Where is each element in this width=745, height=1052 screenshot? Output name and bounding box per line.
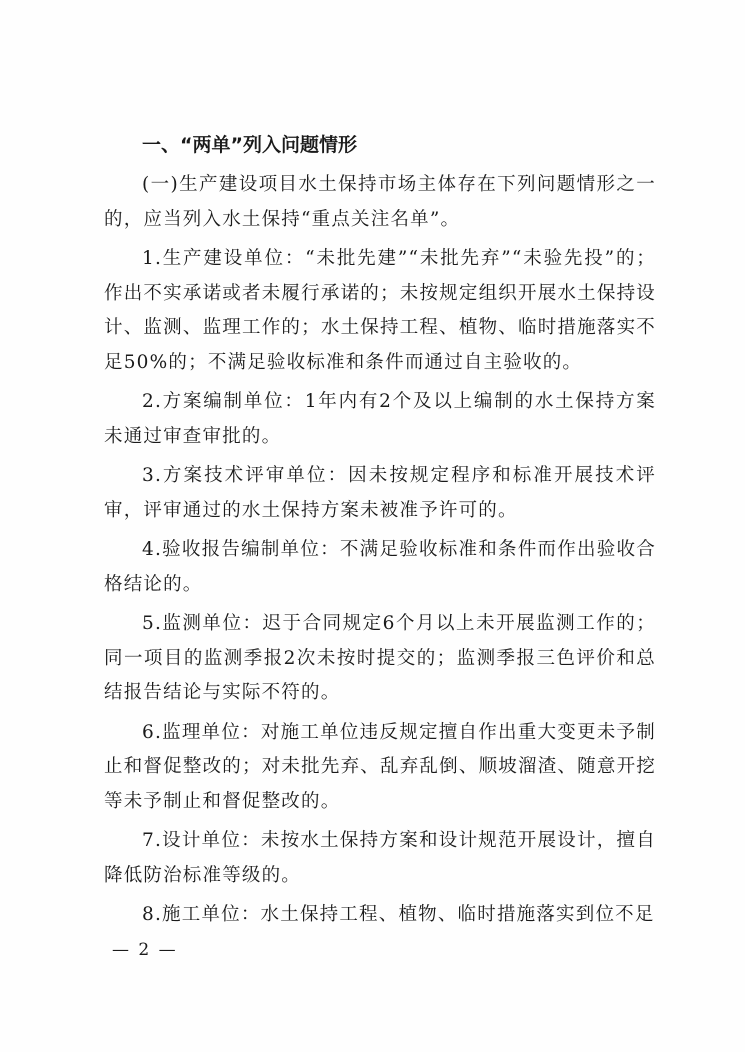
paragraph-intro: (一)生产建设项目水土保持市场主体存在下列问题情形之一的，应当列入水土保持“重点关注名单”。 xyxy=(104,174,656,230)
paragraph-item-5: 5.监测单位：迟于合同规定6个月以上未开展监测工作的；同一项目的监测季报2次未按时提交的；监测季报三色评价和总结报告结论与实际不符的。 xyxy=(104,613,656,703)
paragraph-item-3: 3.方案技术评审单位：因未按规定程序和标准开展技术评审，评审通过的水土保持方案未被准予许可的。 xyxy=(104,465,656,521)
document-body xyxy=(104,128,656,938)
paragraph-item-6: 6.监理单位：对施工单位违反规定擅自作出重大变更未予制止和督促整改的；对未批先弃、乱弃乱倒、顺坡溜渣、随意开挖等未予制止和督促整改的。 xyxy=(104,721,656,812)
paragraph-item-8: 8.施工单位：水土保持工程、植物、临时措施落实到位不足 xyxy=(142,904,655,925)
paragraph-item-1: 1.生产建设单位：“未批先建”“未批先弃”“未验先投”的；作出不实承诺或者未履行承诺的；未按规定组织开展水土保持设计、监测、监理工作的；水土保持工程、植物、临时措施落实不足50%的；不满足验收标准和条件而通过自主验收的。 xyxy=(104,248,656,373)
paragraph-item-7: 7.设计单位：未按水土保持方案和设计规范开展设计，擅自降低防治标准等级的。 xyxy=(104,830,656,886)
paragraph-item-4: 4.验收报告编制单位：不满足验收标准和条件而作出验收合格结论的。 xyxy=(104,539,656,595)
paragraph-item-2: 2.方案编制单位：1年内有2个及以上编制的水土保持方案未通过审查审批的。 xyxy=(104,391,656,447)
page-number: — 2 — xyxy=(112,940,178,960)
section-heading: 一、“两单”列入问题情形 xyxy=(142,134,357,156)
